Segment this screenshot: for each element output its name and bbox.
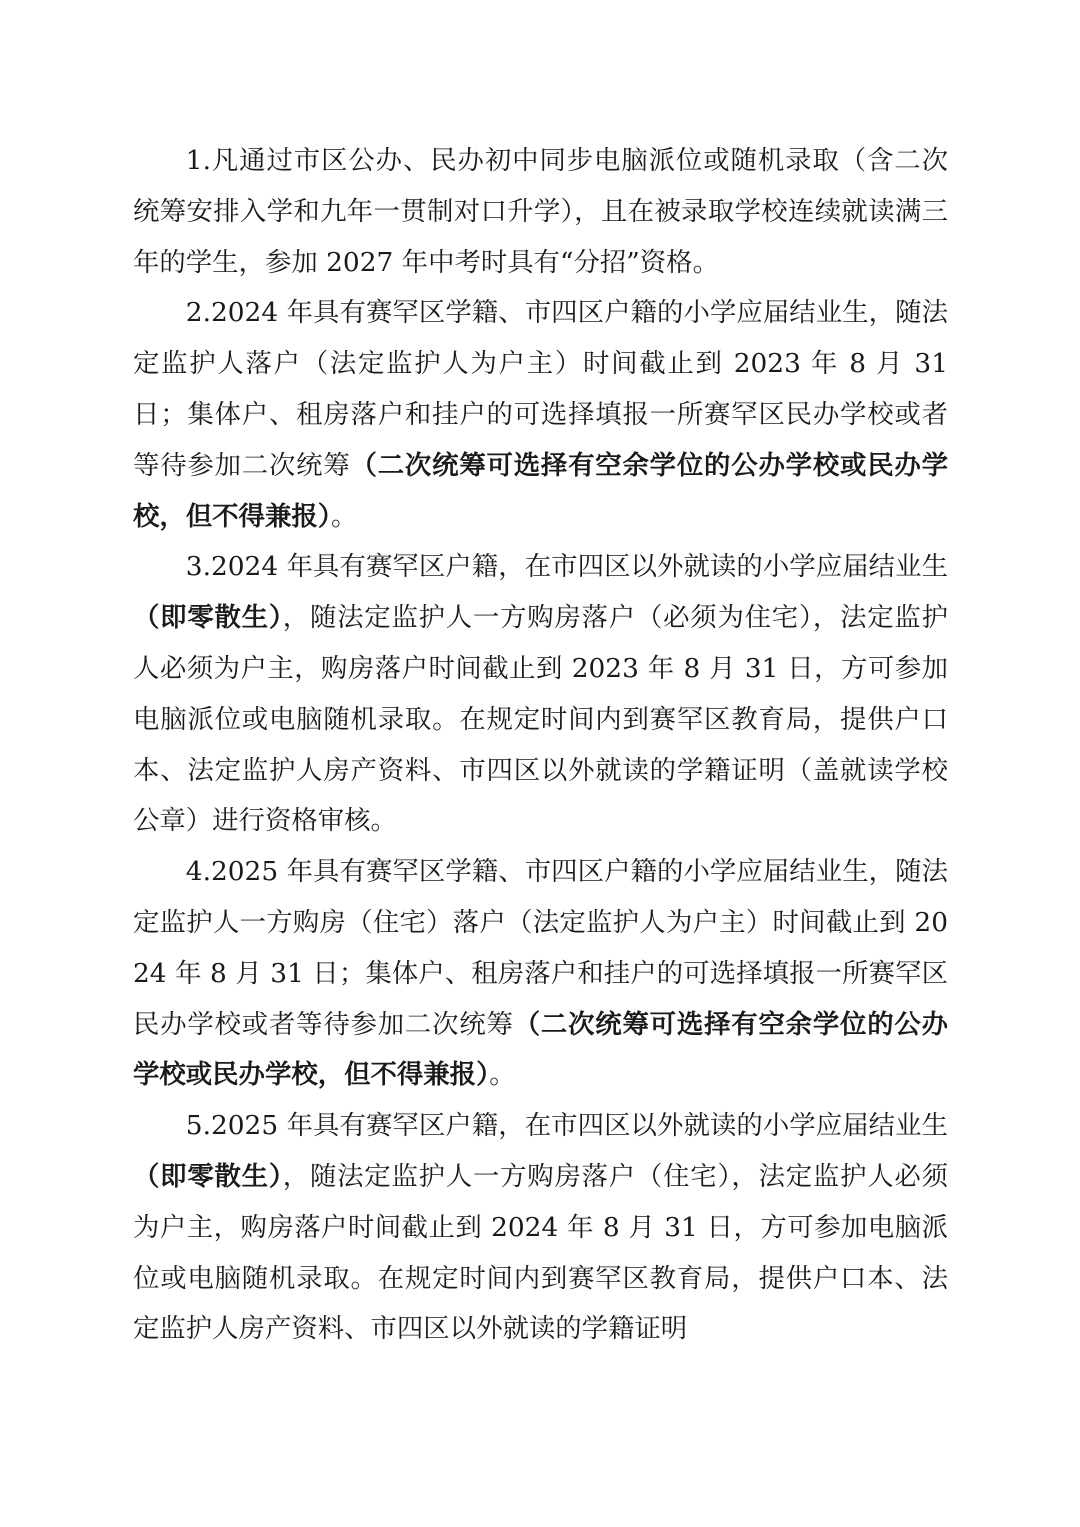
paragraph-5-bold-note: （即零散生）: [133, 1160, 283, 1192]
paragraph-4: [133, 847, 948, 1101]
paragraph-4-text: 4.2025 年具有赛罕区学籍、市四区户籍的小学应届结业生，随法定监护人一方购房（住宅）落户（法定监护人为户主）时间截止到 2024 年 8 月 31 日；集体户、租房落户和挂户的可选择填报一所赛罕区民办学校或者等待参加二次统筹: [133, 856, 948, 1040]
paragraph-4-end: 。: [489, 1059, 516, 1091]
paragraph-2-bold-note: （二次统筹可选择有空余学位的公办学校或民办学校，但不得兼报）: [133, 449, 948, 532]
paragraph-3: [133, 542, 948, 847]
paragraph-4-bold-note: （二次统筹可选择有空余学位的公办学校或民办学校，但不得兼报）: [133, 1008, 949, 1091]
paragraph-5-rest: ，随法定监护人一方购房落户（住宅），法定监护人必须为户主，购房落户时间截止到 2024 年 8 月 31 日，方可参加电脑派位或电脑随机录取。在规定时间内到赛罕区教育局，提供户口本、法定监护人房产资料、市四区以外就读的学籍证明: [133, 1160, 948, 1345]
paragraph-3-rest: ，随法定监护人一方购房落户（必须为住宅），法定监护人必须为户主，购房落户时间截止到 2023 年 8 月 31 日，方可参加电脑派位或电脑随机录取。在规定时间内到赛罕区教育局，提供户口本、法定监护人房产资料、市四区以外就读的学籍证明（盖就读学校公章）进行资格审核。: [133, 602, 948, 837]
document-page: [133, 136, 948, 1355]
paragraph-5: [133, 1101, 948, 1355]
paragraph-3-bold-note: （即零散生）: [133, 602, 283, 634]
paragraph-2-text: 2.2024 年具有赛罕区学籍、市四区户籍的小学应届结业生，随法定监护人落户（法定监护人为户主）时间截止到 2023 年 8 月 31 日；集体户、租房落户和挂户的可选择填报一所赛罕区民办学校或者等待参加二次统筹: [133, 297, 948, 481]
paragraph-5-text: 5.2025 年具有赛罕区户籍，在市四区以外就读的小学应届结业生: [185, 1110, 948, 1142]
paragraph-2-end: 。: [330, 500, 358, 532]
paragraph-2: [133, 288, 948, 542]
paragraph-1: [133, 136, 948, 288]
paragraph-1-text: 1.凡通过市区公办、民办初中同步电脑派位或随机录取（含二次统筹安排入学和九年一贯制对口升学），且在被录取学校连续就读满三年的学生，参加 2027 年中考时具有“分招”资格。: [133, 145, 948, 278]
paragraph-3-text: 3.2024 年具有赛罕区户籍，在市四区以外就读的小学应届结业生: [185, 551, 948, 583]
